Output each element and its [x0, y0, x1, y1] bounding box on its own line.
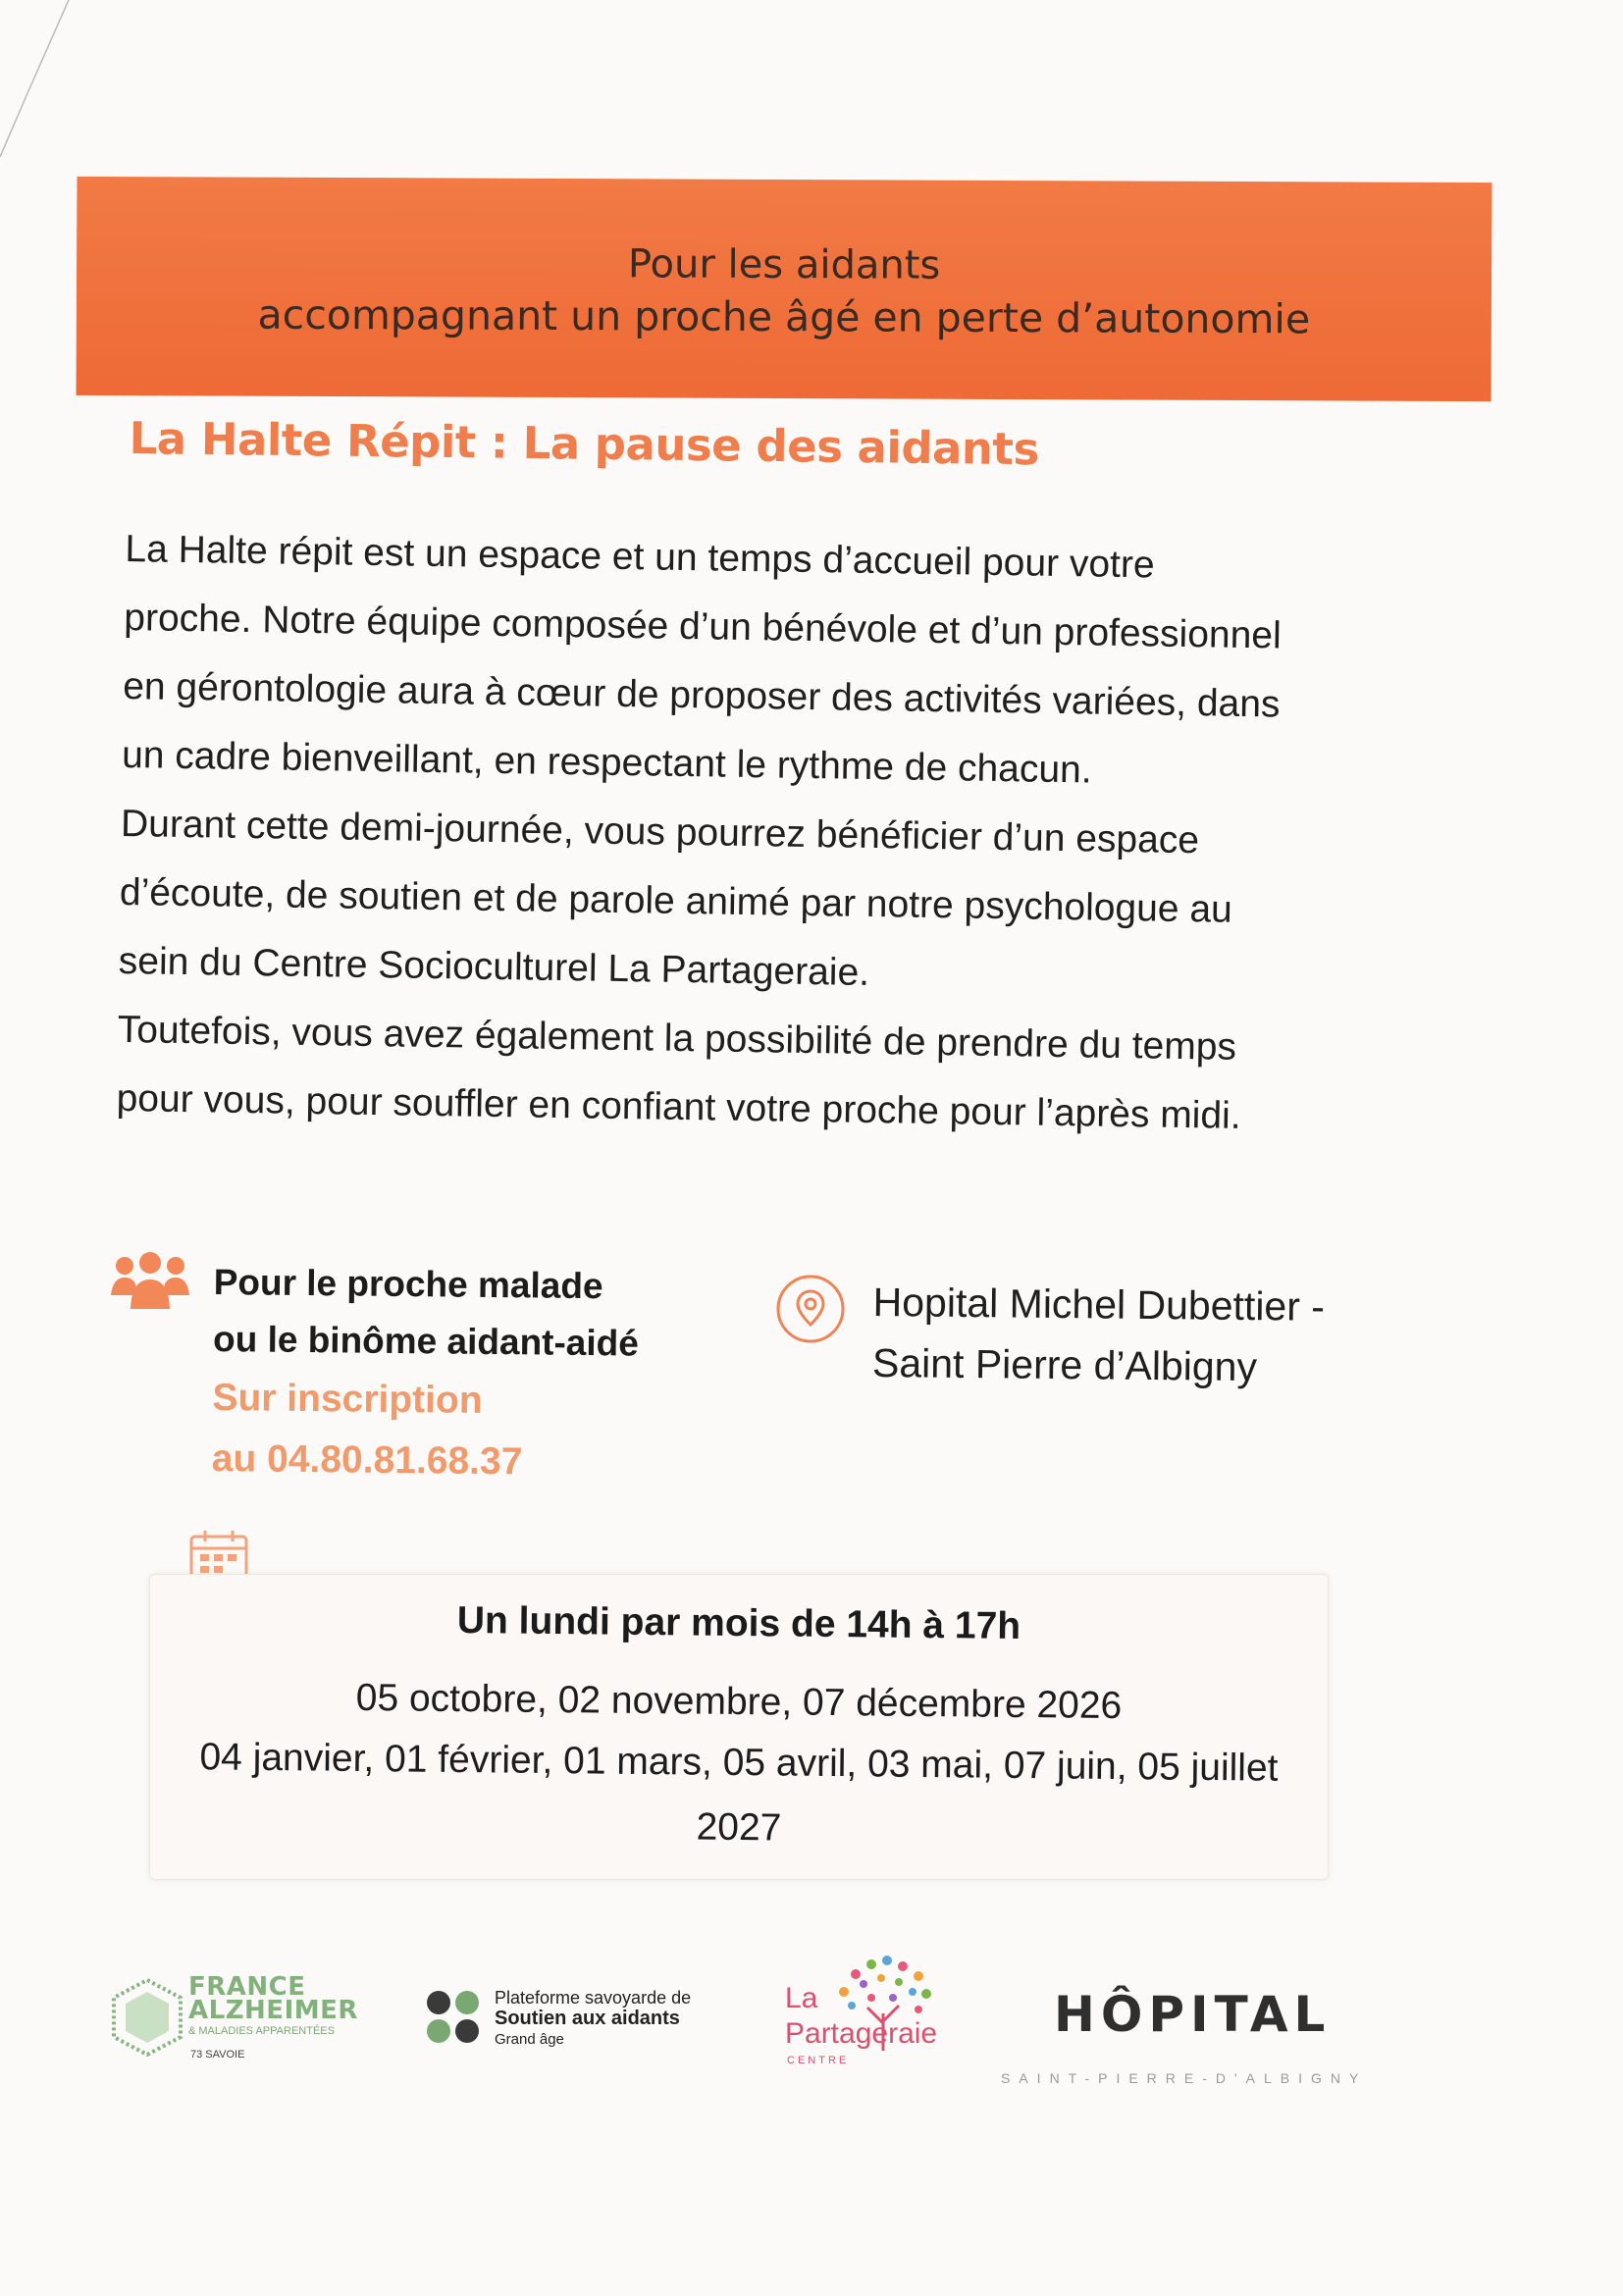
body-line: proche. Notre équipe composée d’un bénévole et d’un professionnel	[124, 596, 1283, 657]
audience-info	[211, 1254, 639, 1494]
partner-logos	[0, 1953, 1623, 2129]
hopital-logo	[1001, 1972, 1413, 2100]
body-line: pour vous, pour souffler en confiant votre proche pour l’après midi.	[116, 1076, 1241, 1137]
france-alzheimer-word: ALZHEIMER	[188, 1996, 358, 2025]
plateforme-name: Soutien aux aidants	[495, 2008, 680, 2029]
schedule-dates: 04 janvier, 01 février, 01 mars, 05 avril, 03 mai, 07 juin, 05 juillet	[199, 1736, 1279, 1790]
body-line: un cadre bienveillant, en respectant le rythme de chacun.	[121, 733, 1092, 792]
header-banner	[77, 177, 1492, 401]
registration-label: Sur inscription	[212, 1376, 483, 1422]
plateforme-line: Plateforme savoyarde de	[495, 1988, 692, 2008]
schedule-dates: 05 octobre, 02 novembre, 07 décembre 2026	[355, 1676, 1123, 1728]
hopital-word: HÔPITAL	[1054, 1986, 1332, 2043]
france-alzheimer-logo	[110, 1974, 365, 2077]
banner-subtitle: Pour les aidants	[627, 241, 941, 288]
body-line: en gérontologie aura à cœur de proposer des activités variées, dans	[122, 664, 1281, 726]
registration-phone: au 04.80.81.68.37	[211, 1436, 523, 1484]
partageraie-centre: CENTRE	[787, 2055, 850, 2066]
france-alzheimer-tagline: & MALADIES APPARENTÉES	[188, 2025, 335, 2037]
scan-mark	[0, 0, 79, 167]
body-line: sein du Centre Socioculturel La Partageraie.	[118, 939, 870, 994]
body-line: Durant cette demi-journée, vous pourrez bénéficier d’un espace	[120, 802, 1200, 862]
france-alzheimer-dept: 73 SAVOIE	[190, 2049, 245, 2061]
schedule-box	[149, 1574, 1329, 1880]
banner-description: accompagnant un proche âgé en perte d’autonomie	[257, 290, 1311, 343]
location-line: Saint Pierre d’Albigny	[871, 1339, 1258, 1390]
audience-line: Pour le proche malade	[213, 1261, 603, 1307]
plateforme-logo	[424, 1984, 738, 2062]
location-pin-icon	[775, 1274, 846, 1344]
description-text	[116, 515, 1470, 1154]
body-line: Toutefois, vous avez également la possibilité de prendre du temps	[117, 1008, 1237, 1069]
page-title: La Halte Répit : La pause des aidants	[129, 412, 1040, 476]
schedule-dates: 2027	[696, 1805, 782, 1850]
plateforme-sub: Grand âge	[495, 2031, 564, 2048]
dots-icon	[424, 1988, 483, 2047]
body-line: d’écoute, de soutien et de parole animé par notre psychologue au	[119, 870, 1233, 931]
partageraie-logo	[777, 1953, 973, 2100]
hopital-location: SAINT-PIERRE-D'ALBIGNY	[1001, 2070, 1368, 2086]
people-icon	[110, 1252, 190, 1309]
location-info	[872, 1272, 1326, 1398]
partageraie-la: La	[785, 1982, 818, 2014]
hexagon-icon	[110, 1978, 184, 2057]
audience-line: ou le binôme aidant-aidé	[212, 1318, 640, 1364]
location-line: Hopital Michel Dubettier -	[872, 1278, 1326, 1330]
partageraie-name: Partageraie	[785, 2017, 938, 2050]
france-alzheimer-word: FRANCE	[188, 1972, 306, 2002]
body-line: La Halte répit est un espace et un temps d’accueil pour votre	[125, 527, 1155, 587]
schedule-heading: Un lundi par mois de 14h à 17h	[456, 1598, 1021, 1648]
